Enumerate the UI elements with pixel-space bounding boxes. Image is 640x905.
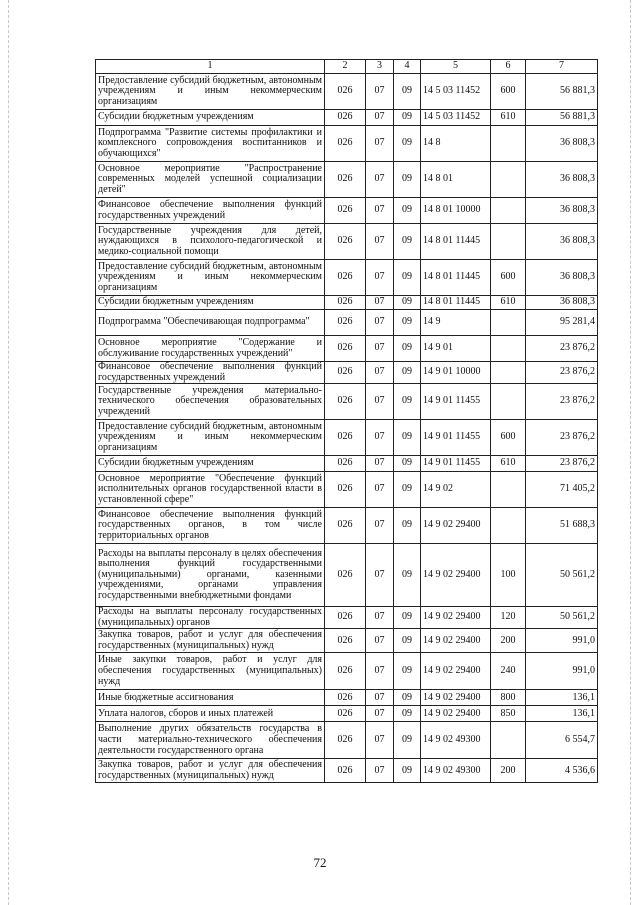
row-amount: 4 536,6	[526, 759, 598, 783]
row-code: 026	[325, 162, 366, 198]
row-target-code: 14 8 01 10000	[421, 198, 491, 224]
row-subsection: 09	[394, 260, 421, 296]
row-section: 07	[366, 224, 394, 260]
table-row	[96, 653, 598, 690]
row-amount: 56 881,3	[526, 74, 598, 110]
header-col-2: 2	[325, 60, 366, 74]
row-amount: 36 808,3	[526, 126, 598, 162]
row-code: 026	[325, 110, 366, 126]
row-section: 07	[366, 384, 394, 420]
row-subsection: 09	[394, 629, 421, 653]
row-expense-type	[491, 722, 526, 759]
row-section: 07	[366, 260, 394, 296]
row-target-code: 14 9	[421, 310, 491, 336]
row-name: Основное мероприятие "Обеспечение функций исполнительных органов государственной власти в установленной сфере"	[96, 472, 325, 508]
row-name: Иные бюджетные ассигнования	[96, 690, 325, 706]
row-section: 07	[366, 456, 394, 472]
row-subsection: 09	[394, 472, 421, 508]
row-subsection: 09	[394, 722, 421, 759]
header-col-7: 7	[526, 60, 598, 74]
row-name: Предоставление субсидий бюджетным, автономным учреждениям и иным некоммерческим организациям	[96, 74, 325, 110]
table-row	[96, 362, 598, 384]
row-code: 026	[325, 296, 366, 310]
row-code: 026	[325, 224, 366, 260]
table-row	[96, 706, 598, 722]
row-section: 07	[366, 420, 394, 456]
row-name: Государственные учреждения для детей, нуждающихся в психолого-педагогической и медико-социальной помощи	[96, 224, 325, 260]
row-target-code: 14 8 01	[421, 162, 491, 198]
row-name: Уплата налогов, сборов и иных платежей	[96, 706, 325, 722]
table-row	[96, 310, 598, 336]
table-row	[96, 198, 598, 224]
row-expense-type: 600	[491, 420, 526, 456]
row-code: 026	[325, 544, 366, 607]
row-target-code: 14 9 02 29400	[421, 607, 491, 629]
row-name: Иные закупки товаров, работ и услуг для обеспечения государственных (муниципальных) нужд	[96, 653, 325, 690]
row-subsection: 09	[394, 126, 421, 162]
table-row	[96, 722, 598, 759]
row-amount: 23 876,2	[526, 362, 598, 384]
row-code: 026	[325, 456, 366, 472]
row-amount: 36 808,3	[526, 162, 598, 198]
table-row	[96, 544, 598, 607]
row-subsection: 09	[394, 544, 421, 607]
row-name: Закупка товаров, работ и услуг для обеспечения государственных (муниципальных) нужд	[96, 759, 325, 783]
row-name: Предоставление субсидий бюджетным, автономным учреждениям и иным некоммерческим организациям	[96, 260, 325, 296]
row-target-code: 14 9 01	[421, 336, 491, 362]
header-col-3: 3	[366, 60, 394, 74]
row-section: 07	[366, 472, 394, 508]
row-expense-type: 600	[491, 260, 526, 296]
row-subsection: 09	[394, 759, 421, 783]
row-expense-type	[491, 472, 526, 508]
row-section: 07	[366, 653, 394, 690]
row-target-code: 14 8	[421, 126, 491, 162]
row-section: 07	[366, 722, 394, 759]
row-target-code: 14 8 01 11445	[421, 224, 491, 260]
row-subsection: 09	[394, 162, 421, 198]
row-target-code: 14 9 02 29400	[421, 508, 491, 544]
header-col-1: 1	[96, 60, 325, 74]
row-amount: 991,0	[526, 653, 598, 690]
row-target-code: 14 9 02 29400	[421, 544, 491, 607]
row-expense-type	[491, 198, 526, 224]
row-code: 026	[325, 198, 366, 224]
row-amount: 36 808,3	[526, 296, 598, 310]
row-target-code: 14 9 01 11455	[421, 456, 491, 472]
row-expense-type	[491, 362, 526, 384]
row-amount: 136,1	[526, 690, 598, 706]
row-name: Финансовое обеспечение выполнения функций государственных учреждений	[96, 362, 325, 384]
row-amount: 23 876,2	[526, 456, 598, 472]
row-subsection: 09	[394, 110, 421, 126]
table-row	[96, 336, 598, 362]
row-target-code: 14 9 02 29400	[421, 629, 491, 653]
row-code: 026	[325, 722, 366, 759]
row-expense-type: 850	[491, 706, 526, 722]
row-name: Основное мероприятие "Содержание и обслуживание государственных учреждений"	[96, 336, 325, 362]
row-target-code: 14 9 02 29400	[421, 653, 491, 690]
table-row	[96, 74, 598, 110]
row-subsection: 09	[394, 362, 421, 384]
row-name: Основное мероприятие "Распространение современных моделей успешной социализации детей"	[96, 162, 325, 198]
row-expense-type: 120	[491, 607, 526, 629]
table-body	[96, 74, 598, 783]
row-target-code: 14 8 01 11445	[421, 260, 491, 296]
row-section: 07	[366, 690, 394, 706]
row-subsection: 09	[394, 384, 421, 420]
row-section: 07	[366, 629, 394, 653]
row-subsection: 09	[394, 224, 421, 260]
table-row	[96, 508, 598, 544]
row-name: Предоставление субсидий бюджетным, автономным учреждениям и иным некоммерческим организациям	[96, 420, 325, 456]
row-section: 07	[366, 362, 394, 384]
table-row	[96, 126, 598, 162]
row-section: 07	[366, 110, 394, 126]
row-code: 026	[325, 336, 366, 362]
table-row	[96, 472, 598, 508]
row-section: 07	[366, 296, 394, 310]
row-code: 026	[325, 607, 366, 629]
row-subsection: 09	[394, 198, 421, 224]
row-subsection: 09	[394, 706, 421, 722]
table-row	[96, 420, 598, 456]
header-col-4: 4	[394, 60, 421, 74]
row-amount: 6 554,7	[526, 722, 598, 759]
row-target-code: 14 8 01 11445	[421, 296, 491, 310]
row-amount: 23 876,2	[526, 336, 598, 362]
table-row	[96, 629, 598, 653]
table-row	[96, 759, 598, 783]
row-subsection: 09	[394, 653, 421, 690]
row-expense-type: 240	[491, 653, 526, 690]
table-row	[96, 384, 598, 420]
table-header	[96, 60, 598, 74]
header-row	[96, 60, 598, 74]
row-section: 07	[366, 74, 394, 110]
row-expense-type	[491, 310, 526, 336]
row-section: 07	[366, 310, 394, 336]
row-code: 026	[325, 310, 366, 336]
table-row	[96, 690, 598, 706]
row-name: Расходы на выплаты персоналу государственных (муниципальных) органов	[96, 607, 325, 629]
row-name: Подпрограмма "Обеспечивающая подпрограмма"	[96, 310, 325, 336]
row-expense-type: 600	[491, 74, 526, 110]
row-target-code: 14 9 02 29400	[421, 690, 491, 706]
row-amount: 56 881,3	[526, 110, 598, 126]
row-amount: 50 561,2	[526, 607, 598, 629]
scan-edge-right	[630, 0, 632, 905]
row-name: Государственные учреждения материально-технического обеспечения образовательных учреждений	[96, 384, 325, 420]
row-name: Закупка товаров, работ и услуг для обеспечения государственных (муниципальных) нужд	[96, 629, 325, 653]
row-target-code: 14 9 01 11455	[421, 420, 491, 456]
row-expense-type: 610	[491, 110, 526, 126]
row-section: 07	[366, 336, 394, 362]
row-expense-type: 100	[491, 544, 526, 607]
row-expense-type: 800	[491, 690, 526, 706]
row-code: 026	[325, 420, 366, 456]
row-expense-type	[491, 384, 526, 420]
row-expense-type: 610	[491, 456, 526, 472]
row-target-code: 14 9 02 49300	[421, 759, 491, 783]
row-section: 07	[366, 162, 394, 198]
row-expense-type	[491, 508, 526, 544]
row-subsection: 09	[394, 336, 421, 362]
row-section: 07	[366, 508, 394, 544]
row-section: 07	[366, 544, 394, 607]
row-expense-type: 200	[491, 759, 526, 783]
row-amount: 36 808,3	[526, 198, 598, 224]
row-section: 07	[366, 198, 394, 224]
row-section: 07	[366, 759, 394, 783]
table-row	[96, 456, 598, 472]
row-target-code: 14 9 02	[421, 472, 491, 508]
row-target-code: 14 5 03 11452	[421, 110, 491, 126]
table-row	[96, 162, 598, 198]
row-subsection: 09	[394, 607, 421, 629]
row-expense-type	[491, 126, 526, 162]
row-target-code: 14 5 03 11452	[421, 74, 491, 110]
row-code: 026	[325, 706, 366, 722]
row-subsection: 09	[394, 420, 421, 456]
header-col-5: 5	[421, 60, 491, 74]
row-section: 07	[366, 607, 394, 629]
page-number: 72	[313, 855, 327, 870]
row-expense-type	[491, 336, 526, 362]
row-code: 026	[325, 384, 366, 420]
row-name: Субсидии бюджетным учреждениям	[96, 456, 325, 472]
row-expense-type: 610	[491, 296, 526, 310]
row-amount: 136,1	[526, 706, 598, 722]
row-amount: 36 808,3	[526, 260, 598, 296]
scan-edge-left	[8, 0, 10, 905]
row-subsection: 09	[394, 690, 421, 706]
table-row	[96, 296, 598, 310]
row-name: Субсидии бюджетным учреждениям	[96, 110, 325, 126]
row-target-code: 14 9 01 11455	[421, 384, 491, 420]
row-subsection: 09	[394, 296, 421, 310]
row-code: 026	[325, 508, 366, 544]
row-amount: 991,0	[526, 629, 598, 653]
row-target-code: 14 9 02 29400	[421, 706, 491, 722]
row-amount: 23 876,2	[526, 384, 598, 420]
row-name: Субсидии бюджетным учреждениям	[96, 296, 325, 310]
table-row	[96, 607, 598, 629]
row-amount: 95 281,4	[526, 310, 598, 336]
row-amount: 51 688,3	[526, 508, 598, 544]
budget-table	[95, 59, 598, 783]
row-amount: 23 876,2	[526, 420, 598, 456]
row-section: 07	[366, 706, 394, 722]
row-subsection: 09	[394, 310, 421, 336]
row-subsection: 09	[394, 456, 421, 472]
row-name: Финансовое обеспечение выполнения функций государственных учреждений	[96, 198, 325, 224]
row-name: Расходы на выплаты персоналу в целях обеспечения выполнения функций государственными (муниципальными) органами, казенными учреждениями, органами управления государственными внебюджетными фондами	[96, 544, 325, 607]
row-subsection: 09	[394, 74, 421, 110]
row-code: 026	[325, 126, 366, 162]
row-section: 07	[366, 126, 394, 162]
row-subsection: 09	[394, 508, 421, 544]
row-code: 026	[325, 629, 366, 653]
row-name: Выполнение других обязательств государства в части материально-технического обеспечения деятельности государственного органа	[96, 722, 325, 759]
row-code: 026	[325, 362, 366, 384]
row-name: Финансовое обеспечение выполнения функций государственных органов, в том числе территориальных органов	[96, 508, 325, 544]
row-amount: 36 808,3	[526, 224, 598, 260]
row-amount: 50 561,2	[526, 544, 598, 607]
row-expense-type	[491, 224, 526, 260]
table-row	[96, 224, 598, 260]
row-expense-type	[491, 162, 526, 198]
row-code: 026	[325, 759, 366, 783]
row-target-code: 14 9 02 49300	[421, 722, 491, 759]
row-code: 026	[325, 653, 366, 690]
row-name: Подпрограмма "Развитие системы профилактики и комплексного сопровождения воспитанников и обучающихся"	[96, 126, 325, 162]
table-row	[96, 260, 598, 296]
row-code: 026	[325, 690, 366, 706]
row-amount: 71 405,2	[526, 472, 598, 508]
row-code: 026	[325, 260, 366, 296]
row-code: 026	[325, 74, 366, 110]
header-col-6: 6	[491, 60, 526, 74]
table-row	[96, 110, 598, 126]
row-target-code: 14 9 01 10000	[421, 362, 491, 384]
row-expense-type: 200	[491, 629, 526, 653]
row-code: 026	[325, 472, 366, 508]
